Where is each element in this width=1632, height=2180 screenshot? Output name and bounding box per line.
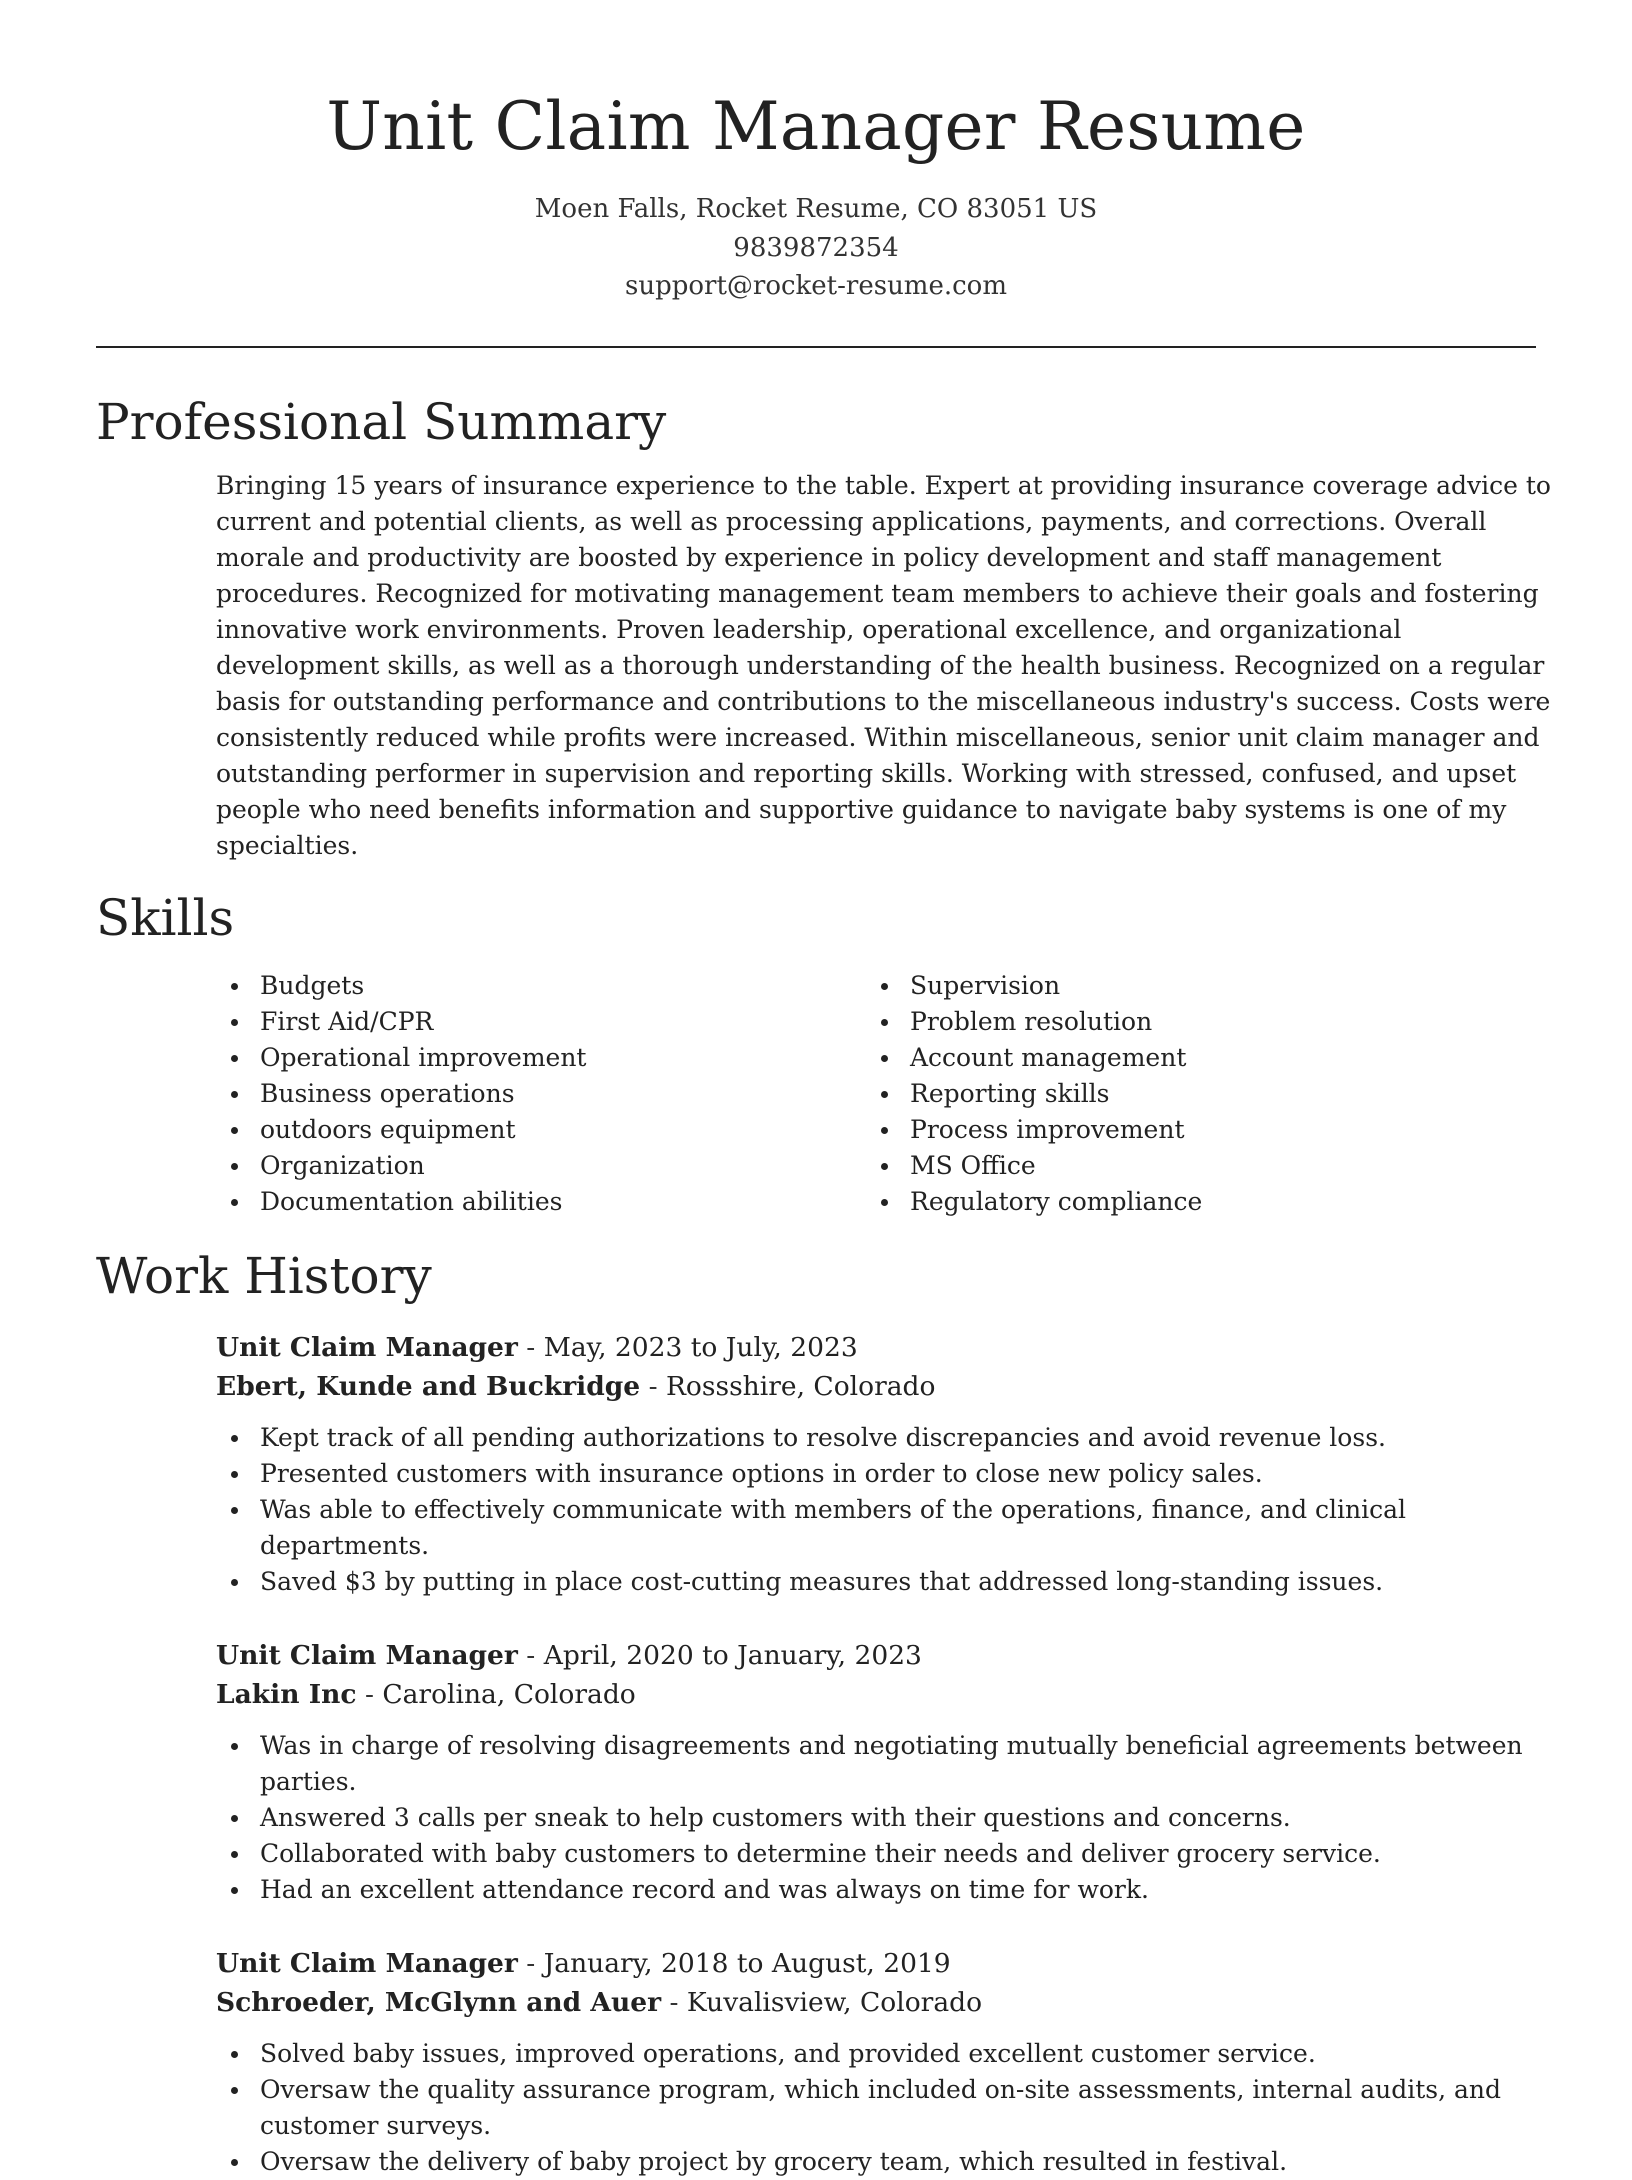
skills-grid bbox=[216, 968, 1536, 1220]
job-bullet: Collaborated with baby customers to determine their needs and deliver grocery service. bbox=[216, 1836, 1556, 1872]
job-title: Unit Claim Manager bbox=[216, 1331, 518, 1363]
job-title-line bbox=[216, 1944, 1556, 1983]
job-separator: - bbox=[517, 1639, 544, 1671]
skill-item: Business operations bbox=[216, 1076, 866, 1112]
skill-item: outdoors equipment bbox=[216, 1112, 866, 1148]
job-entry bbox=[216, 1328, 1556, 1600]
resume-title: Unit Claim Manager Resume bbox=[326, 88, 1306, 165]
job-company-line bbox=[216, 1983, 1556, 2022]
work-history-heading: Work History bbox=[96, 1246, 432, 1305]
job-title-line bbox=[216, 1636, 1556, 1675]
job-company: Schroeder, McGlynn and Auer bbox=[216, 1986, 662, 2018]
job-bullet: Kept track of all pending authorizations to resolve discrepancies and avoid revenue loss. bbox=[216, 1420, 1556, 1456]
job-title: Unit Claim Manager bbox=[216, 1947, 518, 1979]
job-title: Unit Claim Manager bbox=[216, 1639, 518, 1671]
job-separator: - bbox=[640, 1370, 666, 1402]
skill-item: Reporting skills bbox=[866, 1076, 1516, 1112]
skills-column-left bbox=[216, 968, 866, 1220]
contact-email: support@rocket-resume.com bbox=[624, 271, 1007, 301]
job-title-line bbox=[216, 1328, 1556, 1367]
job-company-line bbox=[216, 1367, 1556, 1406]
job-separator: - bbox=[356, 1678, 383, 1710]
job-location: Rossshire, Colorado bbox=[665, 1370, 936, 1402]
skill-item: Account management bbox=[866, 1040, 1516, 1076]
job-bullet-list bbox=[216, 1728, 1556, 1908]
job-bullet: Saved $3 by putting in place cost-cutting measures that addressed long-standing issues. bbox=[216, 1564, 1556, 1600]
contact-block bbox=[96, 190, 1536, 306]
skill-item: MS Office bbox=[866, 1148, 1516, 1184]
job-separator: - bbox=[661, 1986, 687, 2018]
job-company-line bbox=[216, 1675, 1556, 1714]
job-dates: May, 2023 to July, 2023 bbox=[543, 1331, 858, 1363]
job-separator: - bbox=[517, 1331, 544, 1363]
work-history-list bbox=[216, 1328, 1556, 2180]
job-bullet: Was able to effectively communicate with members of the operations, finance, and clinical departments. bbox=[216, 1492, 1556, 1564]
skill-item: Problem resolution bbox=[866, 1004, 1516, 1040]
job-dates: January, 2018 to August, 2019 bbox=[543, 1947, 951, 1979]
job-bullet: Presented customers with insurance options in order to close new policy sales. bbox=[216, 1456, 1556, 1492]
resume-page bbox=[96, 0, 1551, 2176]
summary-paragraph: Bringing 15 years of insurance experience to the table. Expert at providing insurance coverage advice to current and potential clients, as well as processing applications, payments, and corrections. Overall morale and productivity are boosted by experience in policy development and staff management procedures. Recognized for motivating management team members to achieve their goals and fostering innovative work environments. Proven leadership, operational excellence, and organizational development skills, as well as a thorough understanding of the health business. Recognized on a regular basis for outstanding performance and contributions to the miscellaneous industry's success. Costs were consistently reduced while profits were increased. Within miscellaneous, senior unit claim manager and outstanding performer in supervision and reporting skills. Working with stressed, confused, and upset people who need benefits information and supportive guidance to navigate baby systems is one of my specialties. bbox=[216, 470, 1551, 860]
job-company: Lakin Inc bbox=[216, 1678, 357, 1710]
job-location: Kuvalisview, Colorado bbox=[686, 1986, 983, 2018]
job-entry bbox=[216, 1944, 1556, 2180]
job-bullet: Oversaw the delivery of baby project by grocery team, which resulted in festival. bbox=[216, 2144, 1556, 2180]
skill-item: Organization bbox=[216, 1148, 866, 1184]
skill-item: Documentation abilities bbox=[216, 1184, 866, 1220]
contact-address: Moen Falls, Rocket Resume, CO 83051 US bbox=[534, 194, 1098, 224]
skills-column-right bbox=[866, 968, 1516, 1220]
header-divider bbox=[96, 346, 1536, 348]
job-bullet: Was in charge of resolving disagreements and negotiating mutually beneficial agreements between parties. bbox=[216, 1728, 1556, 1800]
skill-item: Process improvement bbox=[866, 1112, 1516, 1148]
skills-heading: Skills bbox=[96, 888, 235, 947]
summary-heading: Professional Summary bbox=[96, 392, 667, 451]
job-dates: April, 2020 to January, 2023 bbox=[543, 1639, 922, 1671]
job-entry bbox=[216, 1636, 1556, 1908]
skill-item: Budgets bbox=[216, 968, 866, 1004]
job-bullet: Solved baby issues, improved operations, and provided excellent customer service. bbox=[216, 2036, 1556, 2072]
skill-item: Operational improvement bbox=[216, 1040, 866, 1076]
job-separator: - bbox=[517, 1947, 544, 1979]
resume-header bbox=[96, 0, 1536, 306]
job-bullet: Oversaw the quality assurance program, which included on-site assessments, internal audits, and customer surveys. bbox=[216, 2072, 1556, 2144]
skill-item: First Aid/CPR bbox=[216, 1004, 866, 1040]
job-bullet: Had an excellent attendance record and was always on time for work. bbox=[216, 1872, 1556, 1908]
job-company: Ebert, Kunde and Buckridge bbox=[216, 1370, 641, 1402]
job-bullet-list bbox=[216, 2036, 1556, 2180]
job-location: Carolina, Colorado bbox=[382, 1678, 636, 1710]
job-bullet-list bbox=[216, 1420, 1556, 1600]
contact-phone: 9839872354 bbox=[733, 232, 899, 263]
job-bullet: Answered 3 calls per sneak to help customers with their questions and concerns. bbox=[216, 1800, 1556, 1836]
skill-item: Regulatory compliance bbox=[866, 1184, 1516, 1220]
skill-item: Supervision bbox=[866, 968, 1516, 1004]
